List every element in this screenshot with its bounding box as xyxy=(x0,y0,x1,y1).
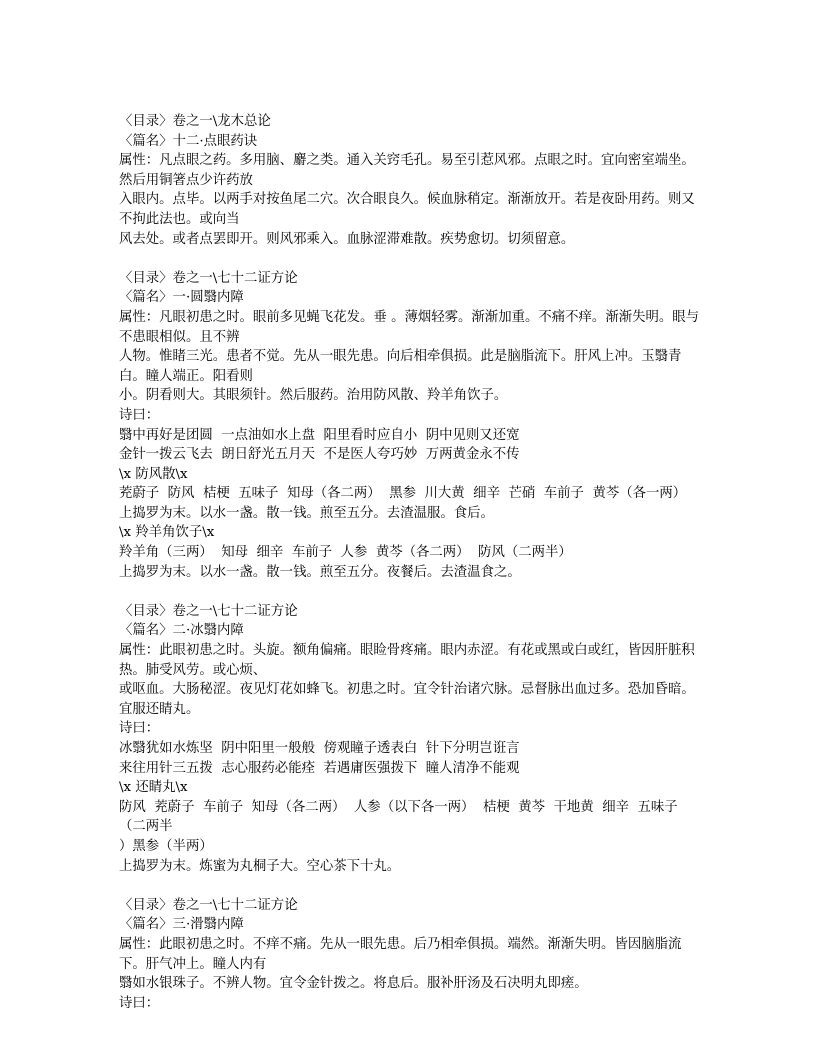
chapter-heading: 〈篇名〉十二·点眼药诀 xyxy=(119,133,258,149)
text-line: 风去处。或者点罢即开。则风邪乘入。血脉涩滞难散。疾势愈切。切须留意。 xyxy=(119,231,575,247)
entry-section xyxy=(119,896,704,1014)
chapter-heading: 〈篇名〉三·滑翳内障 xyxy=(119,917,244,933)
text-line: 属性：此眼初患之时。头旋。额角偏痛。眼睑骨疼痛。眼内赤涩。有花或黑或白或红，皆因肝脏积热。肺受风劳。或心烦、 xyxy=(119,643,695,678)
text-line: 或呕血。大肠秘涩。夜见灯花如蜂飞。初患之时。宜令针治诸穴脉。忌督脉出血过多。恐加昏暗。宜服还睛丸。 xyxy=(119,682,695,717)
text-line: 翳如水银珠子。不辨人物。宜令金针拨之。将息后。服补肝汤及石决明丸即瘥。 xyxy=(119,976,588,992)
catalog-heading: 〈目录〉卷之一\龙木总论 xyxy=(119,114,271,129)
section-spacer xyxy=(119,876,704,896)
catalog-heading: 〈目录〉卷之一\七十二证方论 xyxy=(119,270,298,286)
prescription-title: \x 还睛丸\x xyxy=(119,780,188,796)
entry-section xyxy=(119,602,704,876)
poem-line: 翳中再好是团圆 一点油如水上盘 阳里看时应自小 阴中见则又还宽 xyxy=(119,427,520,443)
chapter-heading: 〈篇名〉二·冰翳内障 xyxy=(119,623,244,639)
preparation-text: 上捣罗为末。以水一盏。散一钱。煎至五分。夜餐后。去渣温食之。 xyxy=(119,564,521,580)
poem-label: 诗曰： xyxy=(119,407,160,423)
text-line: 人物。惟睹三光。患者不觉。先从一眼先患。向后相牵俱损。此是脑脂流下。肝风上冲。玉翳青白。瞳人端正。阳看则 xyxy=(119,349,682,384)
poem-label: 诗曰： xyxy=(119,995,160,1011)
chapter-heading: 〈篇名〉一·圆翳内障 xyxy=(119,290,244,306)
ingredient-list: 防风 茺蔚子 车前子 知母（各二两） 人参（以下各一两） 桔梗 黄芩 干地黄 细辛 五味子（二两半 xyxy=(119,799,678,835)
poem-line: 冰翳犹如水炼坚 阴中阳里一般般 傍观瞳子透表白 针下分明岂诳言 xyxy=(119,741,520,756)
ingredient-list: 茺蔚子 防风 桔梗 五味子 知母（各二两） 黑参 川大黄 细辛 芒硝 车前子 黄芩（各一两） xyxy=(119,486,687,502)
catalog-heading: 〈目录〉卷之一\七十二证方论 xyxy=(119,897,298,913)
catalog-heading: 〈目录〉卷之一\七十二证方论 xyxy=(119,603,298,619)
text-line: 入眼内。点毕。以两手对按鱼尾二穴。次合眼良久。候血脉稍定。渐渐放开。若是夜卧用药。则又不拘此法也。或向当 xyxy=(119,192,695,227)
entry-section xyxy=(119,269,704,583)
section-spacer xyxy=(119,249,704,269)
preparation-text: 上捣罗为末。以水一盏。散一钱。煎至五分。去渣温服。食后。 xyxy=(119,505,494,521)
text-line: 属性：凡点眼之药。多用脑、麝之类。通入关窍毛孔。易至引惹风邪。点眼之时。宜向密室端坐。然后用铜箸点少许药放 xyxy=(119,153,695,188)
poem-line: 来往用针三五拨 志心服药必能痊 若遇庸医强拨下 瞳人清净不能观 xyxy=(119,760,520,776)
text-line: 属性：此眼初患之时。不痒不痛。先从一眼先患。后乃相牵俱损。端然。渐渐失明。皆因脑脂流下。肝气冲上。瞳人内有 xyxy=(119,936,682,972)
entry-section xyxy=(119,112,704,249)
ingredient-list: ）黑参（半两） xyxy=(119,838,213,854)
section-spacer xyxy=(119,582,704,602)
poem-label: 诗曰： xyxy=(119,721,160,737)
prescription-title: \x 防风散\x xyxy=(119,466,188,482)
prescription-title: \x 羚羊角饮子\x xyxy=(119,525,215,541)
document-page xyxy=(119,112,704,1013)
preparation-text: 上捣罗为末。炼蜜为丸桐子大。空心茶下十丸。 xyxy=(119,858,401,874)
text-line: 属性：凡眼初患之时。眼前多见蝇飞花发。垂 。薄烟轻雾。渐渐加重。不痛不痒。渐渐失明。眼与不患眼相似。且不辨 xyxy=(119,309,700,345)
ingredient-list: 羚羊角（三两） 知母 细辛 车前子 人参 黄芩（各二两） 防风（二两半） xyxy=(119,545,572,561)
poem-line: 金针一拨云飞去 朗日舒光五月天 不是医人夸巧妙 万两黄金永不传 xyxy=(119,447,520,463)
text-line: 小。阴看则大。其眼须针。然后服药。治用防风散、羚羊角饮子。 xyxy=(119,388,508,404)
